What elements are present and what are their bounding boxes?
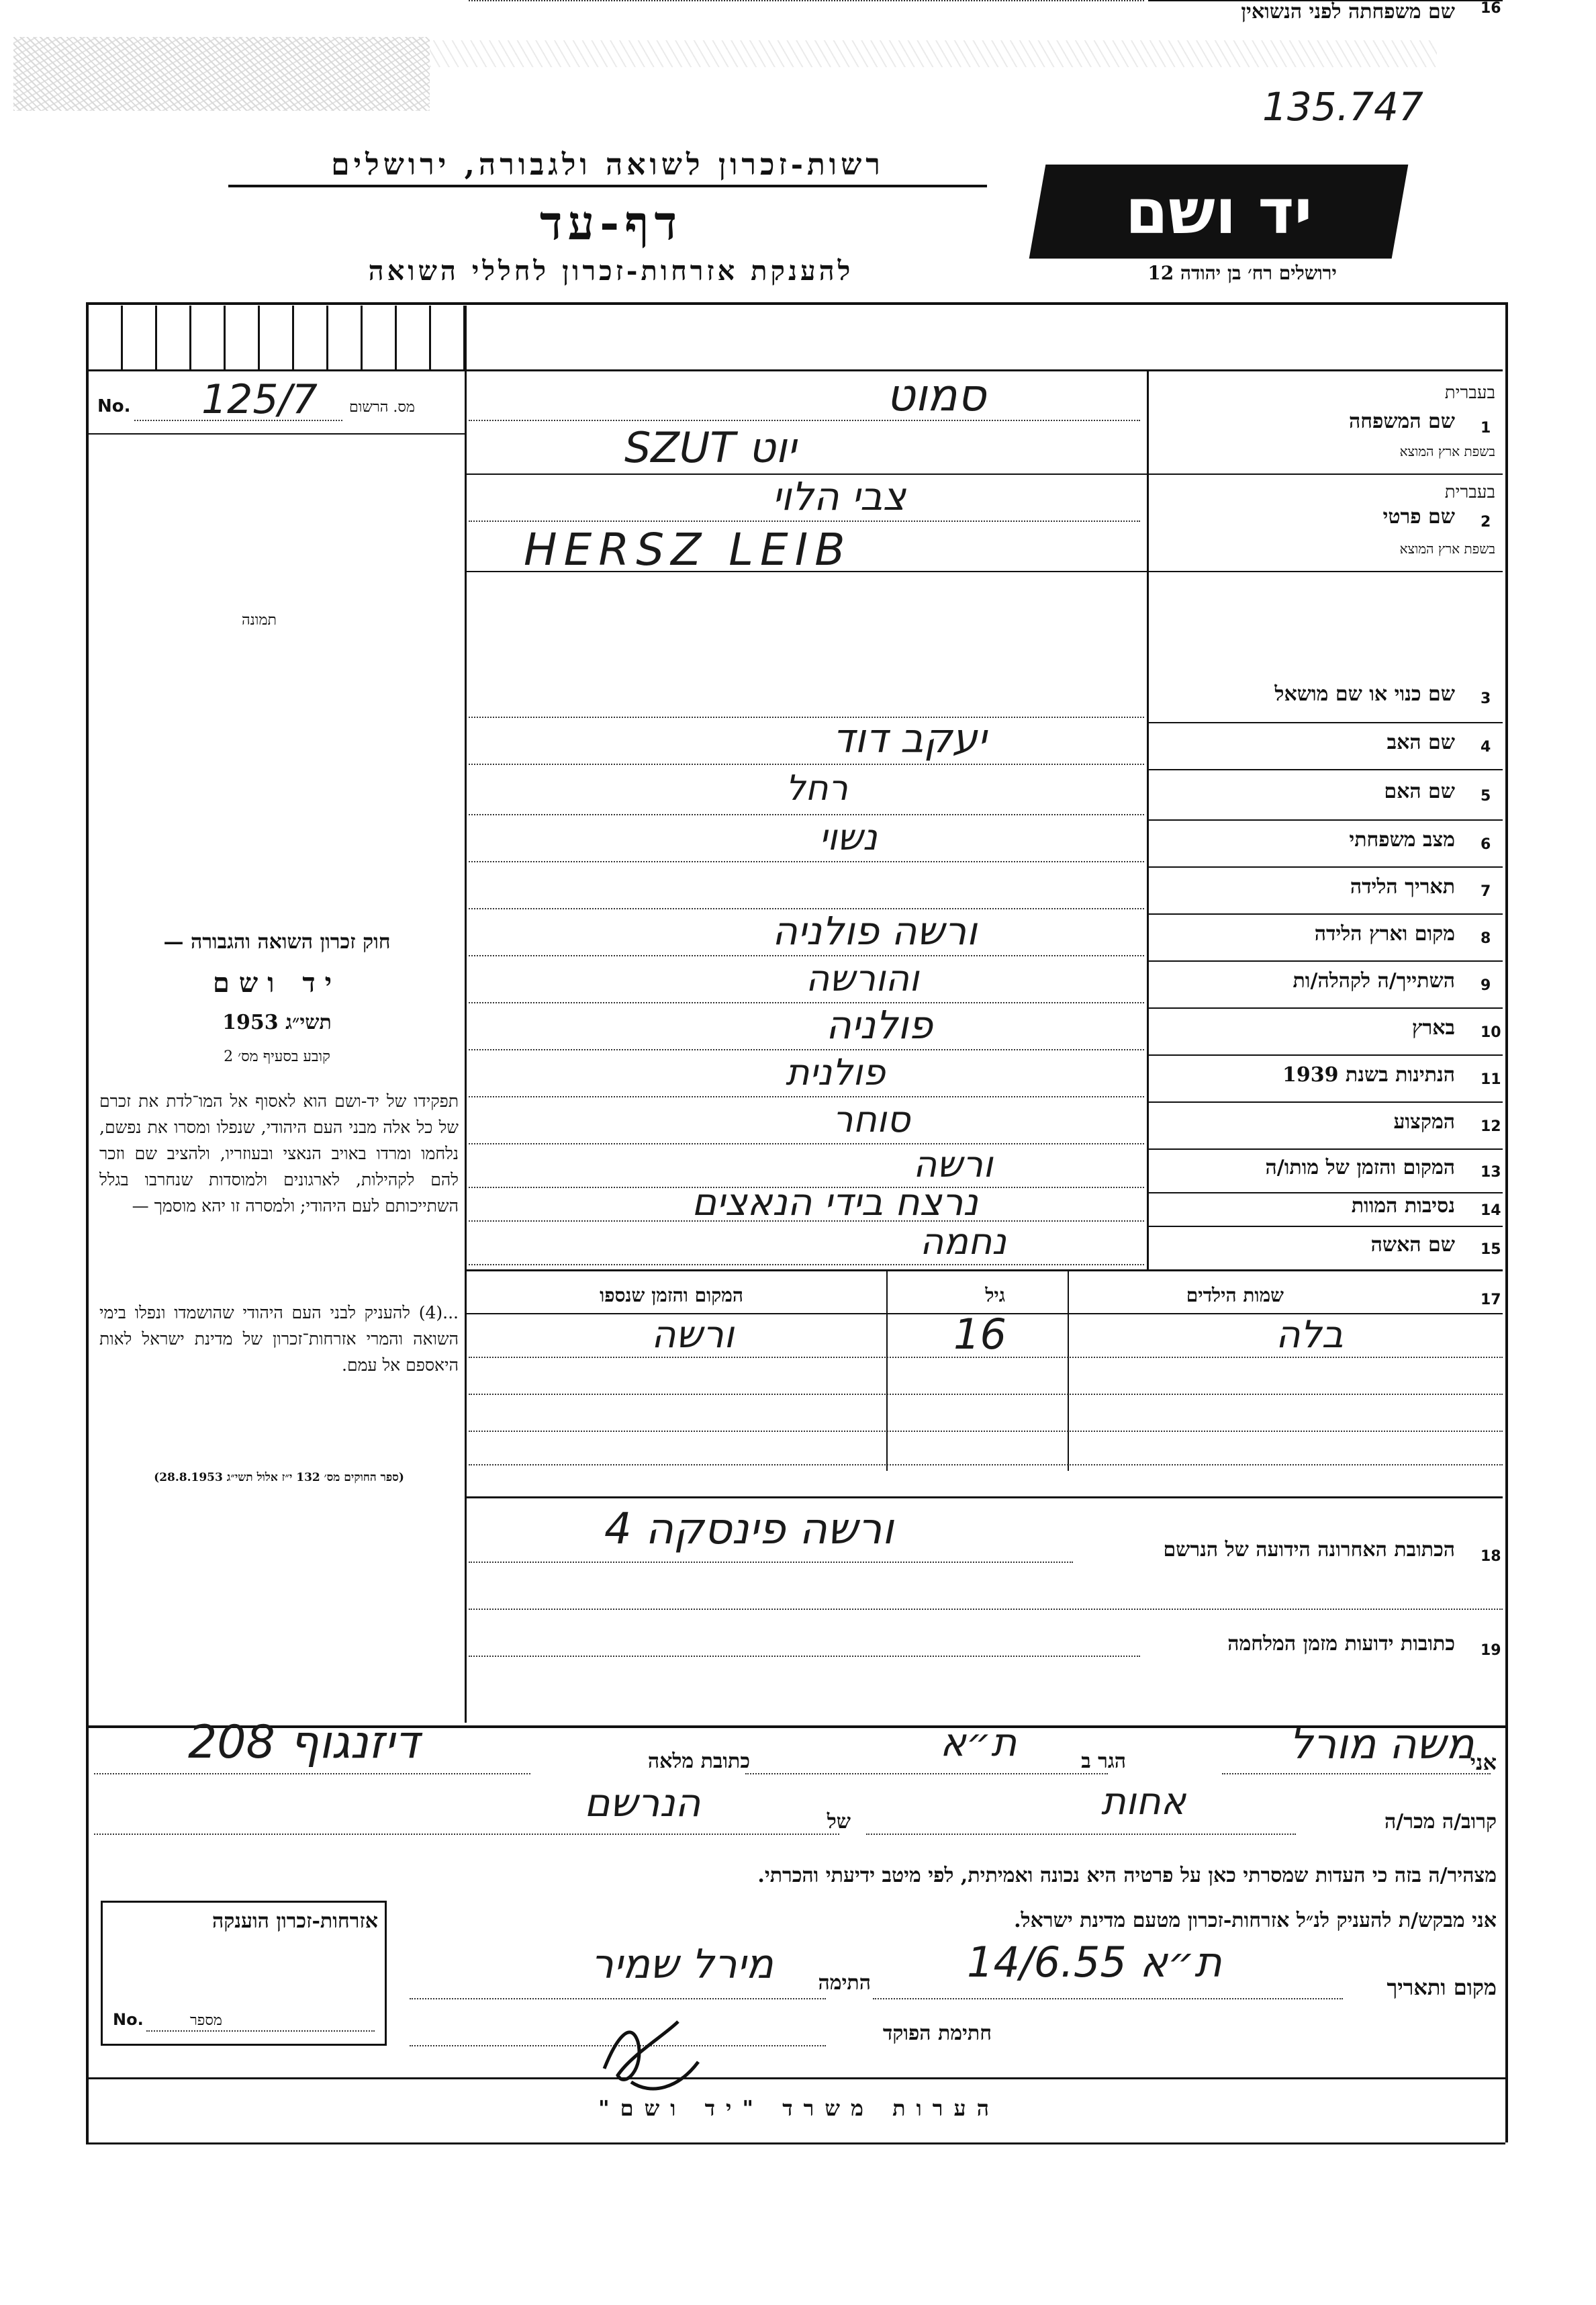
decl-relative-label: קרוב/ה מכר/ה	[1384, 1810, 1497, 1834]
field-15-value: נחמה	[920, 1220, 1006, 1263]
field-2-value-origin: HERSZ LEIB	[524, 524, 852, 576]
field-1-num: 1	[1481, 420, 1491, 437]
authority-title: רשות-זכרון לשואה ולגבורה, ירושלים	[228, 148, 987, 187]
children-col-age: גיל	[985, 1284, 1005, 1306]
scan-noise	[13, 37, 430, 111]
field-4-num: 4	[1481, 739, 1491, 756]
logo-address: ירושלים רח׳ בן יהודה 12	[1147, 262, 1337, 284]
registration-number: 125/7	[201, 376, 318, 423]
field-10-num: 10	[1481, 1024, 1501, 1041]
decl-i-value: משה מורל	[1289, 1719, 1474, 1768]
scan-noise-2	[430, 40, 1437, 67]
field-6-num: 6	[1481, 836, 1491, 853]
field-13-value: ורשה	[913, 1143, 993, 1185]
child-1-place: ורשה	[651, 1313, 735, 1357]
field-5-label: שם האם	[1384, 779, 1455, 803]
registration-label: מס. הרשום	[349, 399, 415, 416]
field-14-num: 14	[1481, 1202, 1501, 1219]
field-19-label: כתובות ידועות מזמן המלחמה	[1227, 1632, 1455, 1656]
field-8-label: מקום וארץ הלידה	[1314, 922, 1455, 946]
field-2-sub-hebrew: בעברית	[1444, 482, 1495, 502]
decl-place-date-value: ת״א 14/6.55	[967, 1938, 1222, 1987]
top-boxes	[89, 306, 465, 369]
decl-of-label: של	[827, 1810, 851, 1834]
field-8-value: ורשה פולניה	[772, 907, 978, 954]
decl-i-label: אני	[1470, 1750, 1497, 1775]
law-year: תשי״ג 1953	[222, 1011, 332, 1034]
field-13-label: המקום והזמן של מותו/ה	[1265, 1155, 1455, 1179]
field-1-label: שם המשפחה	[1348, 410, 1455, 433]
field-8-num: 8	[1481, 930, 1491, 947]
officer-signature	[591, 2008, 712, 2102]
law-title: חוק זכרון השואה והגבורה —	[163, 930, 391, 954]
citizenship-title: אזרחות-זכרון הוענקה	[212, 1909, 378, 1933]
field-6-value: נשוי	[819, 815, 878, 858]
field-12-value: סוחר	[833, 1097, 910, 1140]
registration-no-label: No.	[97, 396, 131, 416]
field-3-label: שם כנוי או שם מושאל	[1274, 682, 1455, 706]
children-col-names: שמות הילדים	[1186, 1284, 1284, 1306]
field-11-value: פולנית	[786, 1050, 886, 1093]
field-14-label: נסיבות המוות	[1351, 1194, 1455, 1218]
logo-text: יד ושם	[1125, 175, 1313, 248]
field-1-value-hebrew: סמוט	[886, 369, 986, 421]
field-15-label: שם האשה	[1370, 1232, 1455, 1257]
decl-signature-label: התימה	[818, 1971, 871, 1995]
field-13-num: 13	[1481, 1163, 1501, 1181]
field-4-label: שם האב	[1387, 731, 1455, 754]
form-subtitle: להענקת אזרחות-זכרון לחללי השואה	[368, 255, 854, 287]
decl-request: אני מבקש/ת להעניק לנ״ל אזרחות-זכרון מטעם מדינת ישראל.	[1014, 1909, 1497, 1932]
field-14-value: נרצח בידי הנאצים	[692, 1181, 978, 1224]
children-col-place: המקום והזמן שנספו	[600, 1284, 743, 1306]
law-text-1: תפקידו של יד-ושם הוא לאסוף אל המו־לדת את זכרם של כל אלה מבני העם היהודי, שנפלו ומסרו את נפשם, נלחמו ומרדו באויב הנאצי ובעוזריו, ולהציב שם וזכר להם לקהילות, לארגונים ולמוסדות שנחרבו בגלל השתייכותם לעם היהודי; ולמסרה זו יהא מוסמך —	[99, 1091, 459, 1216]
field-2-value-hebrew: צבי הלוי	[772, 473, 906, 519]
field-1-sub-hebrew: בעברית	[1444, 383, 1495, 403]
office-notes: הערות משרד "יד ושם"	[598, 2095, 1000, 2121]
field-2-label: שם פרטי	[1382, 505, 1455, 529]
law-source: (ספר החוקים מס׳ 132 י״ז אלול תשי״ג 28.8.1953)	[154, 1471, 404, 1484]
yad-vashem-logo	[1029, 165, 1409, 259]
child-1-age: 16	[953, 1310, 1006, 1359]
child-1-name: בלה	[1276, 1313, 1344, 1357]
field-12-label: המקצוע	[1393, 1110, 1455, 1134]
field-11-num: 11	[1481, 1071, 1501, 1088]
field-9-value: והורשה	[806, 956, 919, 999]
field-18-num: 18	[1481, 1548, 1501, 1565]
field-16-label: שם משפחתה לפני הנשואין	[1241, 0, 1455, 24]
field-17-num: 17	[1481, 1292, 1501, 1308]
field-16-num: 16	[1481, 0, 1501, 17]
field-18-value: ורשה פינסקה 4	[604, 1504, 894, 1554]
decl-officer-label: חתימת הפוקד	[882, 2022, 992, 2045]
field-12-num: 12	[1481, 1118, 1501, 1135]
decl-signature-value: מירל שמיר	[591, 1941, 773, 1988]
field-15-num: 15	[1481, 1240, 1501, 1258]
citizenship-no: No.	[113, 2010, 144, 2029]
field-19-num: 19	[1481, 1642, 1501, 1659]
field-5-value: רחל	[786, 768, 848, 809]
decl-resides-label: הגר ב	[1081, 1750, 1126, 1773]
field-3-num: 3	[1481, 690, 1491, 707]
field-18-label: הכתובת האחרונה הידועה של הנרשם	[1163, 1538, 1455, 1562]
field-5-num: 5	[1481, 787, 1491, 805]
citizenship-number-label: מספר	[190, 2012, 222, 2029]
law-name: יד ושם	[212, 967, 342, 999]
decl-address-value: דיזנגוף 208	[188, 1716, 420, 1769]
field-10-label: בארץ	[1411, 1016, 1455, 1040]
field-2-sub-origin: בשפת ארץ המוצא	[1399, 541, 1495, 557]
decl-address-label: כתובת מלאה	[647, 1750, 750, 1773]
law-clause: קובע בסעיף מס׳ 2	[224, 1048, 330, 1065]
field-9-num: 9	[1481, 977, 1491, 994]
decl-place-date-label: מקום ותאריך	[1387, 1975, 1497, 2000]
field-10-value: פולניה	[826, 1001, 933, 1048]
field-9-label: השתייך/ה לקהלה/ות	[1293, 969, 1455, 993]
law-text-2: ...(4) להעניק לבני העם היהודי שהושמדו ונפלו בימי השואה והמרי אזרחות־זכרון של מדינת ישראל לאות היאספם אל עמם.	[99, 1303, 459, 1375]
field-4-value: יעקב דוד	[833, 715, 987, 762]
photo-label: תמונה	[242, 612, 277, 629]
field-6-label: מצב משפחתי	[1349, 828, 1455, 852]
field-1-value-origin: SZUT יוט	[624, 423, 796, 472]
field-2-num: 2	[1481, 514, 1491, 531]
archive-number: 135.747	[1262, 84, 1423, 130]
decl-relative-value: אחות	[1101, 1780, 1186, 1823]
decl-statement: מצהיר/ה בזה כי העדות שמסרתי כאן על פרטיה היא נכונה ואמיתית, לפי מיטב ידיעתי והכרתי.	[757, 1864, 1497, 1887]
field-1-sub-origin: בשפת ארץ המוצא	[1399, 443, 1495, 459]
field-7-num: 7	[1481, 883, 1491, 900]
form-title: דף-עד	[539, 195, 683, 251]
citizenship-box	[101, 1901, 387, 2046]
field-7-label: תאריך הלידה	[1350, 875, 1455, 899]
field-11-label: הנתינות בשנת 1939	[1282, 1063, 1455, 1087]
decl-resides-value: ת״א	[940, 1719, 1017, 1765]
decl-of-value: הנרשם	[584, 1780, 701, 1825]
